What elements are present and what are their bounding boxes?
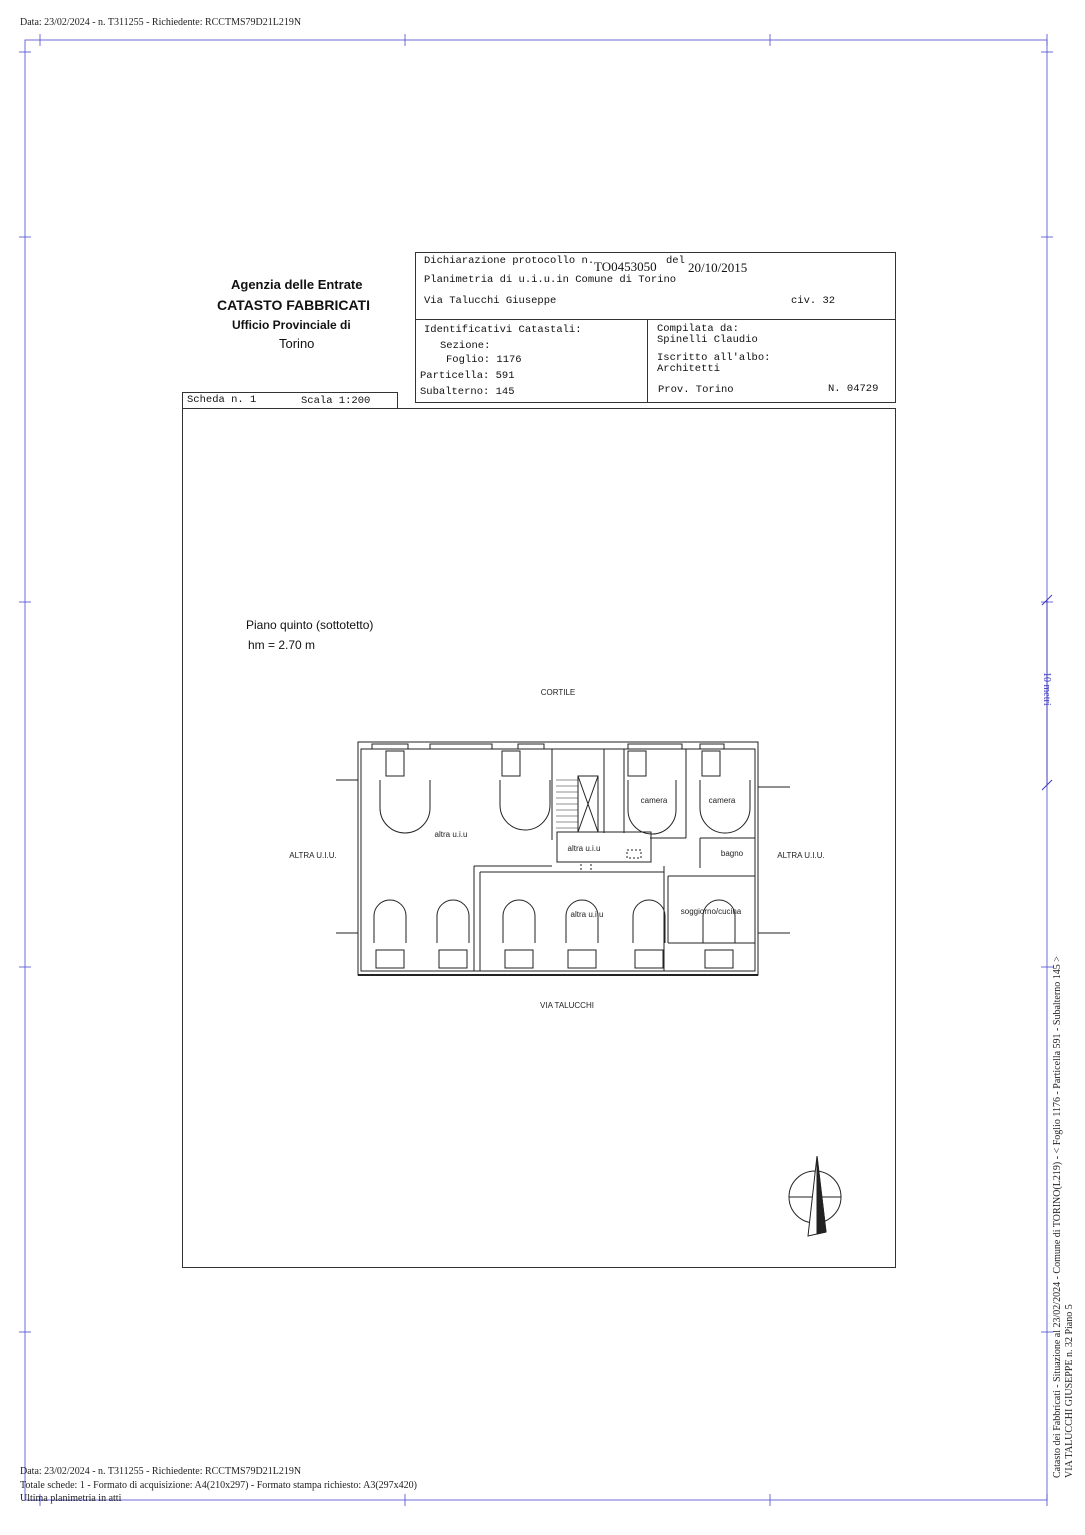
sheet-number: Scheda n. 1 — [187, 394, 257, 406]
scale-bar-label: 10 metri — [1041, 672, 1052, 706]
subalterno: Subalterno: 145 — [420, 386, 515, 398]
street-line: Via Talucchi Giuseppe — [424, 295, 557, 307]
room-altra-uiu-3: altra u.i.u — [570, 910, 604, 919]
compiled-label: Compilata da: — [657, 323, 739, 335]
street-label: VIA TALUCCHI — [540, 1001, 594, 1010]
office-label: Ufficio Provinciale di — [232, 318, 351, 332]
floor-label: Piano quinto (sottotetto) — [246, 618, 374, 632]
footer-line3: Ultima planimetria in atti — [20, 1493, 122, 1504]
sheet-box — [182, 392, 398, 409]
room-altra-uiu-2: altra u.i.u — [567, 844, 601, 853]
foglio: Foglio: 1176 — [446, 354, 522, 366]
footer-line1: Data: 23/02/2024 - n. T311255 - Richiedente: RCCTMS79D21L219N — [20, 1466, 302, 1477]
declaration-date: 20/10/2015 — [688, 260, 748, 275]
cortile-label: CORTILE — [540, 688, 576, 697]
compiler-province: Prov. Torino — [658, 384, 734, 396]
compiler-name: Spinelli Claudio — [657, 334, 758, 346]
albo-label: Iscritto all'albo: — [657, 352, 771, 364]
footer-line2: Totale schede: 1 - Formato di acquisizione: A4(210x297) - Formato stampa richiesto: A3(297x420) — [20, 1480, 417, 1491]
room-bagno: bagno — [720, 849, 744, 858]
north-arrow-icon — [785, 1150, 845, 1240]
compiler-box — [647, 319, 896, 403]
room-altra-uiu-1: altra u.i.u — [434, 830, 468, 839]
right-neighbour-label: ALTRA U.I.U. — [777, 851, 825, 860]
room-camera-1: camera — [640, 796, 668, 805]
plan-line: Planimetria di u.i.u.in Comune di Torino — [424, 274, 677, 286]
office-city: Torino — [279, 336, 315, 351]
del-label: del — [666, 255, 685, 267]
sheet-scale: Scala 1:200 — [301, 395, 371, 407]
protocol-number: TO0453050 — [594, 259, 657, 274]
room-soggiorno-cucina: soggiorno/cucina — [680, 907, 742, 916]
protocol-label: Dichiarazione protocollo n. — [424, 255, 595, 267]
sezione: Sezione: — [440, 340, 491, 352]
compiler-number: N. 04729 — [828, 383, 879, 395]
room-camera-2: camera — [708, 796, 736, 805]
side-text-line1: Catasto dei Fabbricati - Situazione al 23/02/2024 - Comune di TORINO(L219) - < Foglio 1176 - Particella 591 - Subalterno 145 > — [1052, 956, 1063, 1478]
albo-value: Architetti — [657, 363, 721, 375]
left-neighbour-label: ALTRA U.I.U. — [289, 851, 337, 860]
header-text: Data: 23/02/2024 - n. T311255 - Richiedente: RCCTMS79D21L219N — [20, 17, 302, 28]
agency-name: Agenzia delle Entrate — [231, 277, 363, 292]
identifiers-box — [415, 319, 648, 403]
floor-plan — [280, 680, 840, 1020]
particella: Particella: 591 — [420, 370, 515, 382]
floor-height: hm = 2.70 m — [248, 638, 316, 652]
side-text-line2: VIA TALUCCHI GIUSEPPE n. 32 Piano 5 — [1064, 1304, 1075, 1478]
identifiers-title: Identificativi Catastali: — [424, 324, 582, 336]
civic-number: civ. 32 — [791, 295, 836, 307]
catasto-title: CATASTO FABBRICATI — [217, 297, 370, 313]
declaration-box — [415, 252, 896, 320]
